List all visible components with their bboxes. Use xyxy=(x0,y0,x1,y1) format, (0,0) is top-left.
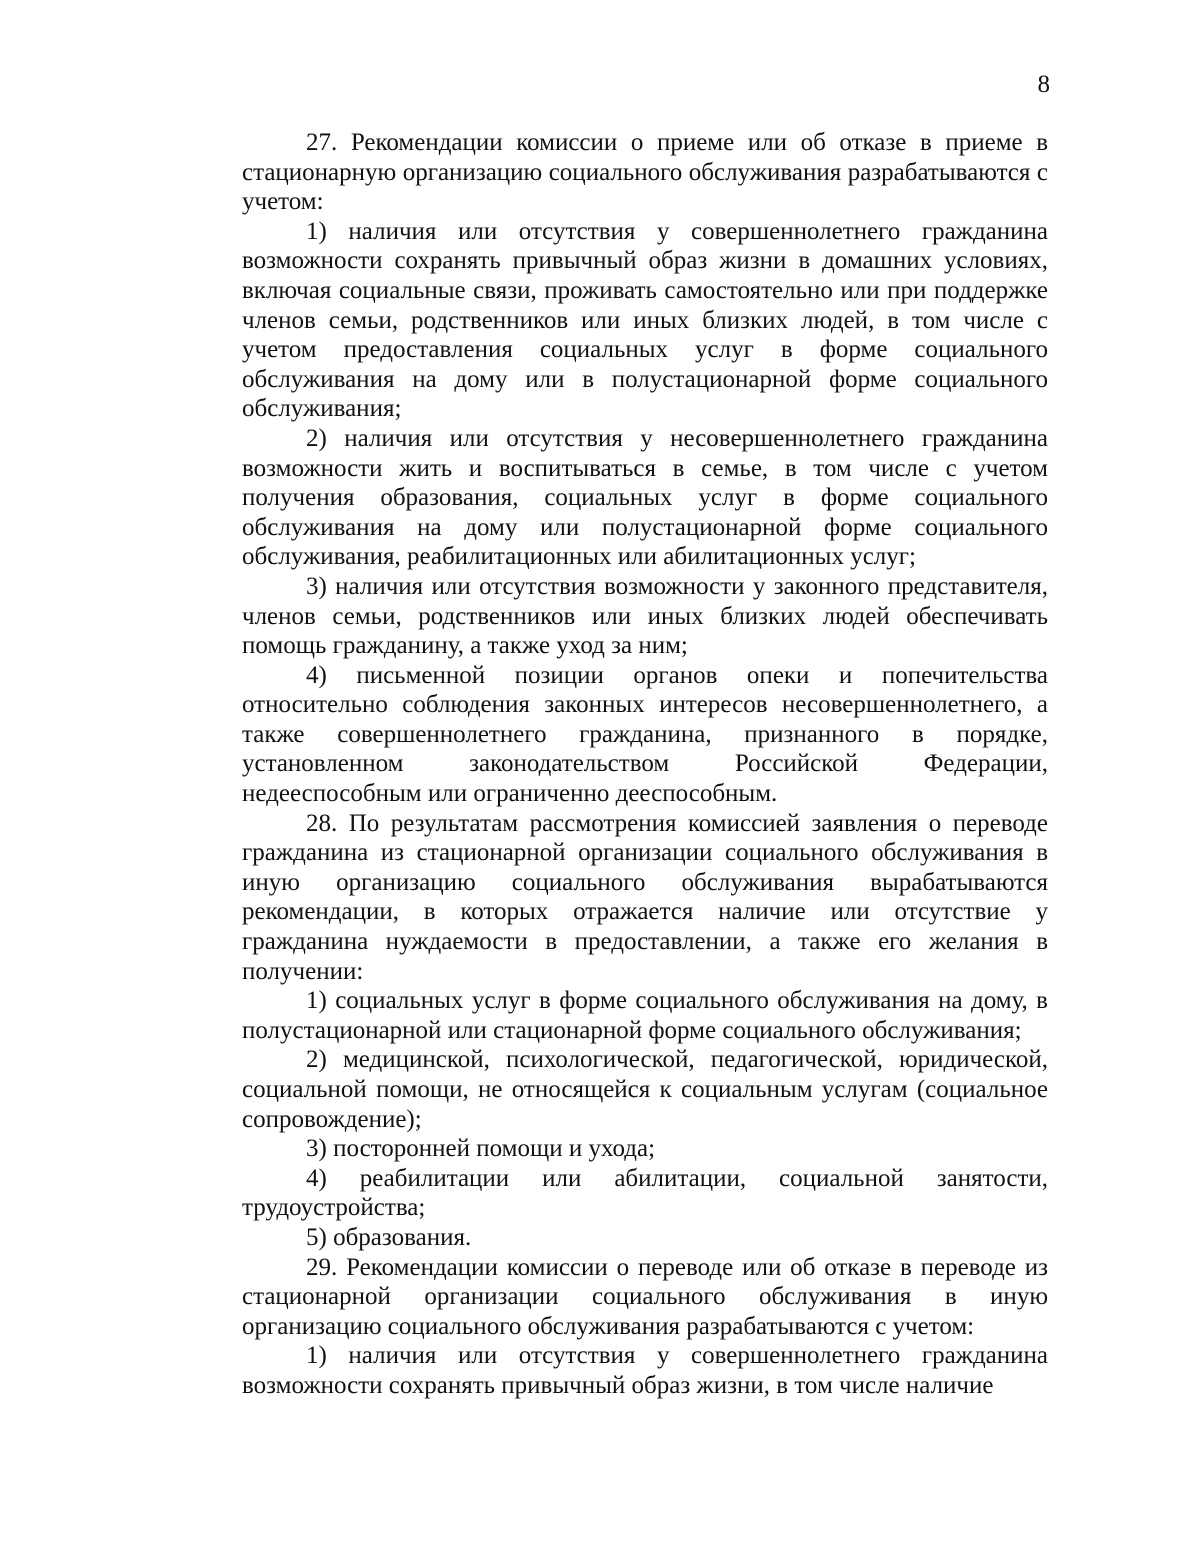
paragraph-28-item-5: 5) образования. xyxy=(306,1223,472,1251)
paragraph-27-item-3: 3) наличия или отсутствия возможности у законного представителя, членов семьи, родственников или иных близких людей обеспечивать помощь гражданину, а также уход за ним; xyxy=(242,572,1048,660)
paragraph-28: 28. По результатам рассмотрения комиссией заявления о переводе гражданина из стационарной организации социального обслуживания в иную организацию социального обслуживания вырабатываются рекомендации, в которых отражается наличие или отсутствие у гражданина нуждаемости в предоставлении, а также его желания в получении: xyxy=(242,809,1048,985)
document-body xyxy=(242,128,1048,1401)
page-number: 8 xyxy=(1037,71,1050,98)
paragraph-27-item-2: 2) наличия или отсутствия у несовершеннолетнего гражданина возможности жить и воспитываться в семье, в том числе с учетом получения образования, социальных услуг в форме социального обслуживания на дому или полустационарной форме социального обслуживания, реабилитационных или абилитационных услуг; xyxy=(242,424,1048,571)
paragraph-29-item-1: 1) наличия или отсутствия у совершеннолетнего гражданина возможности сохранять привычный образ жизни, в том числе наличие xyxy=(242,1342,1048,1399)
paragraph-28-item-3: 3) посторонней помощи и ухода; xyxy=(306,1135,656,1163)
paragraph-28-item-1: 1) социальных услуг в форме социального обслуживания на дому, в полустационарной или стационарной форме социального обслуживания; xyxy=(242,987,1048,1044)
paragraph-27: 27. Рекомендации комиссии о приеме или об отказе в приеме в стационарную организацию социального обслуживания разрабатываются с учетом: xyxy=(242,129,1048,216)
paragraph-27-item-4: 4) письменной позиции органов опеки и попечительства относительно соблюдения законных интересов несовершеннолетнего, а также совершеннолетнего гражданина, признанного в порядке, установленном законодательством Российской Федерации, недееспособным или ограниченно дееспособным. xyxy=(242,661,1048,808)
paragraph-29: 29. Рекомендации комиссии о переводе или об отказе в переводе из стационарной организации социального обслуживания в иную организацию социального обслуживания разрабатываются с учетом: xyxy=(242,1253,1048,1340)
paragraph-27-item-1: 1) наличия или отсутствия у совершеннолетнего гражданина возможности сохранять привычный образ жизни в домашних условиях, включая социальные связи, проживать самостоятельно или при поддержке членов семьи, родственников или иных близких людей, в том числе с учетом предоставления социальных услуг в форме социального обслуживания на дому или в полустационарной форме социального обслуживания; xyxy=(242,217,1048,423)
paragraph-28-item-2: 2) медицинской, психологической, педагогической, юридической, социальной помощи, не относящейся к социальным услугам (социальное сопровождение); xyxy=(242,1046,1048,1133)
paragraph-28-item-4: 4) реабилитации или абилитации, социальной занятости, трудоустройства; xyxy=(242,1164,1048,1222)
